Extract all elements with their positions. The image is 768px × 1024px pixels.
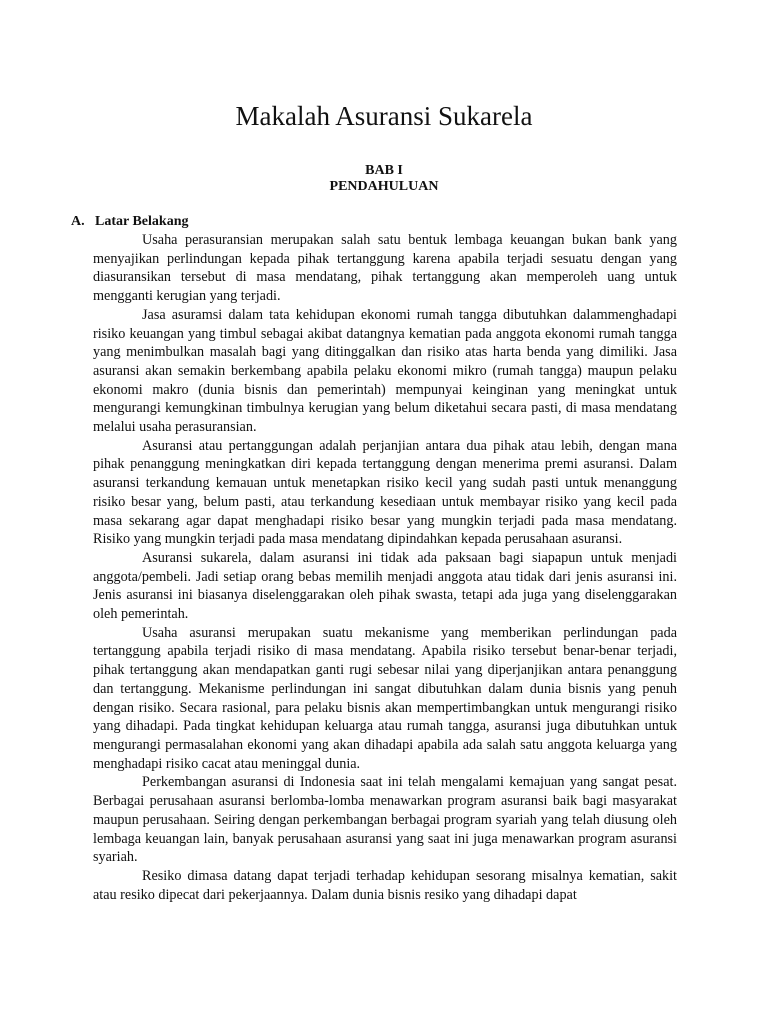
chapter-title: PENDAHULUAN xyxy=(329,179,439,194)
paragraph: Usaha asuransi merupakan suatu mekanisme yang memberikan perlindungan pada tertanggung apabila terjadi risiko di masa mendatang. Apabila risiko tersebut benar-benar terjadi, pihak tertanggung akan mendapatkan ganti rugi sebesar nilai yang diperjanjikan antara penanggung dan tertanggung. Mekanisme perlindungan ini sangat dibutuhkan dalam dunia bisnis yang penuh dengan risiko. Secara rasional, para pelaku bisnis akan mempertimbangkan untuk mengurangi risiko yang dihadapi. Pada tingkat kehidupan keluarga atau rumah tangga, asuransi juga dibutuhkan untuk mengurangi permasalahan ekonomi yang akan dihadapi apabila ada salah satu anggota keluarga yang menghadapi risiko cacat atau meninggal dunia. xyxy=(93,624,677,772)
paragraph: Jasa asuramsi dalam tata kehidupan ekonomi rumah tangga dibutuhkan dalammenghadapi risiko keuangan yang timbul sebagai akibat datangnya kematian pada anggota ekonomi rumah tangga yang menimbulkan masalah bagi yang ditinggalkan dan risiko atas harta benda yang dimiliki. Jasa asuransi akan semakin berkembang apabila pelaku ekonomi mikro (rumah tangga) maupun pelaku ekonomi makro (dunia bisnis dan pemerintah) mempunyai keinginan yang meningkat untuk mengurangi kemungkinan timbulnya kerugian yang belum diketahui secara pasti, di masa mendatang melalui usaha perasuransian. xyxy=(93,306,677,436)
paragraph: Usaha perasuransian merupakan salah satu bentuk lembaga keuangan bukan bank yang menyajikan perlindungan kepada pihak tertanggung karena apabila terjadi sesuatu dengan yang diasuransikan tersebut di masa mendatang, pihak tertanggung akan memperoleh uang untuk mengganti kerugian yang terjadi. xyxy=(93,232,677,305)
paragraph: Perkembangan asuransi di Indonesia saat ini telah mengalami kemajuan yang sangat pesat. Berbagai perusahaan asuransi berlomba-lomba menawarkan program asuransi baik bagi masyarakat maupun perusahaan. Seiring dengan perkembangan berbagai program syariah yang telah diusung oleh lembaga keuangan lain, banyak perusahaan asuransi yang saat ini juga menawarkan program asuransi syariah. xyxy=(93,774,677,866)
chapter-number: BAB I xyxy=(365,163,403,178)
document-title: Makalah Asuransi Sukarela xyxy=(235,101,533,131)
section-marker: A. xyxy=(71,214,85,229)
paragraph: Asuransi sukarela, dalam asuransi ini tidak ada paksaan bagi siapapun untuk menjadi anggota/pembeli. Jadi setiap orang bebas memilih menjadi anggota atau tidak dari jenis asuransi ini. Jenis asuransi ini biasanya diselenggarakan oleh pihak swasta, tetapi ada juga yang diselenggarakan oleh pemerintah. xyxy=(93,549,677,623)
section-title: Latar Belakang xyxy=(95,214,189,229)
paragraph: Asuransi atau pertanggungan adalah perjanjian antara dua pihak atau lebih, dengan mana pihak penanggung meningkatkan diri kepada tertanggung dengan menerima premi asuransi. Dalam asuransi terkandung kemauan untuk menetapkan risiko kecil yang sudah pasti untuk menanggung risiko besar yang, belum pasti, atau terkandung kesediaan untuk membayar risiko yang kecil pada masa sekarang agar dapat menghadapi risiko besar yang mungkin terjadi pada masa mendatang. Risiko yang mungkin terjadi pada masa mendatang dipindahkan kepada perusahaan asuransi. xyxy=(93,437,677,548)
paragraph: Resiko dimasa datang dapat terjadi terhadap kehidupan sesorang misalnya kematian, sakit atau resiko dipecat dari pekerjaannya. Dalam dunia bisnis resiko yang dihadapi dapat xyxy=(93,867,677,903)
section-heading xyxy=(71,213,188,231)
body-text xyxy=(93,231,677,904)
